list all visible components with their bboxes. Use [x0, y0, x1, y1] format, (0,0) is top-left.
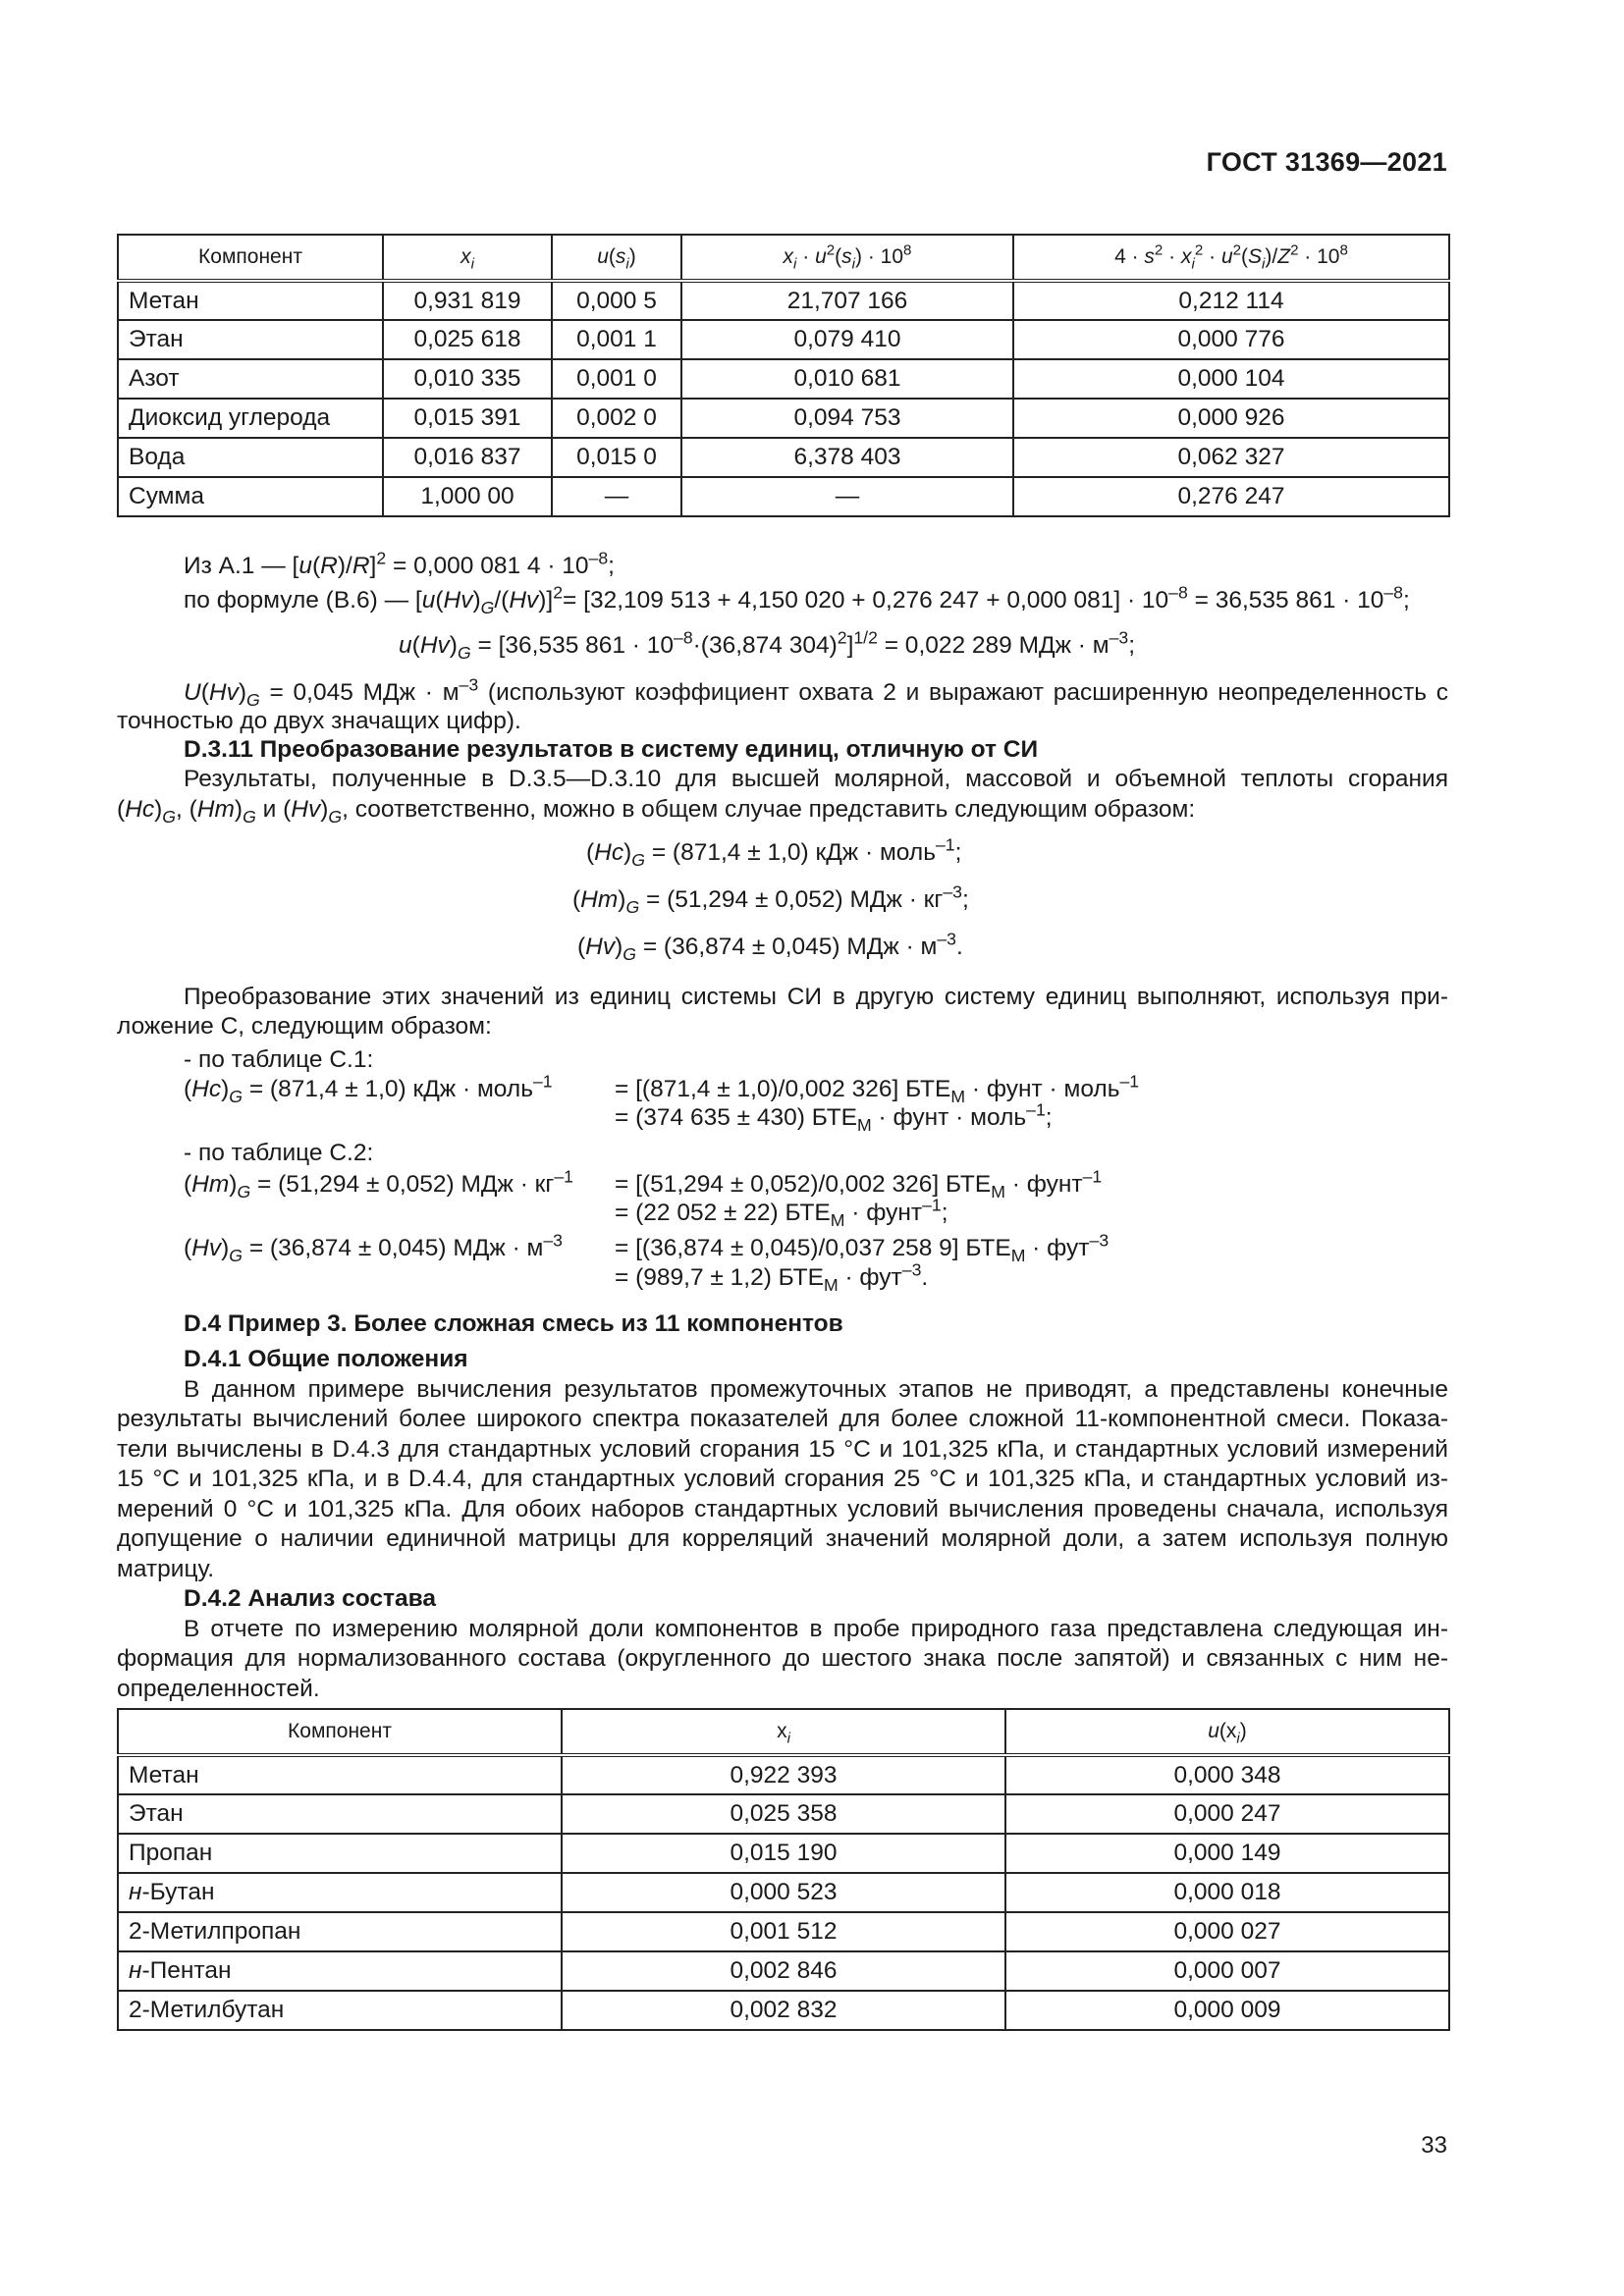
table-cell: 0,015 190 [562, 1834, 1005, 1873]
section-heading-d41: D.4.1 Общие положения [184, 1346, 468, 1372]
table-cell: 0,000 027 [1005, 1912, 1449, 1951]
table-cell: 0,002 0 [552, 399, 681, 438]
paragraph-d41-line6: допущение о наличии единичной матрицы для корреляций значений молярной доли, а затем используя полную [117, 1525, 1448, 1552]
equation-hc: $(Hc)_G = (871,4 \pm 1,0)$ кДж · моль$^{-1}$; [586, 834, 962, 871]
table-cell: 0,000 523 [562, 1873, 1005, 1912]
table-cell: 0,000 018 [1005, 1873, 1449, 1912]
cell-component: Этан [118, 1794, 562, 1834]
table-header-row [118, 1709, 1449, 1755]
table-row [118, 320, 1449, 359]
cell-component: Азот [118, 359, 383, 399]
table-cell: 6,378 403 [681, 438, 1013, 477]
table-cell: 0,010 335 [383, 359, 552, 399]
table-row [118, 399, 1449, 438]
cell-component: Диоксид углерода [118, 399, 383, 438]
col-header-usi: $u(s_i)$ [552, 235, 681, 281]
table-cell: 0,015 391 [383, 399, 552, 438]
paragraph-d42-line3: определенностей. [117, 1676, 320, 1702]
col-header-xi: $x_i$ [383, 235, 552, 281]
conversion-hm-left: $(Hm)_G = (51,294 \pm 0,052)$ МДж · $кг^{-1}$ [184, 1166, 573, 1202]
table-cell: 0,000 009 [1005, 1991, 1449, 2030]
table-cell: 21,707 166 [681, 281, 1013, 320]
cell-component: Вода [118, 438, 383, 477]
table-row [118, 1873, 1449, 1912]
table-cell: 0,000 348 [1005, 1755, 1449, 1794]
table-cell: 0,001 0 [552, 359, 681, 399]
table-cell: 0,010 681 [681, 359, 1013, 399]
cell-component: 2-Метилпропан [118, 1912, 562, 1951]
italic-prefix: н [129, 1879, 142, 1905]
paragraph-d41-line4: 15 °С и 101,325 кПа, и в D.4.4, для стандартных условий сгорания 25 °С и 101,325 кПа, и стандартных условий из- [117, 1466, 1448, 1492]
table-cell: 0,922 393 [562, 1755, 1005, 1794]
conversion-hc-r2: = (374 635 ± 430) $БТЕ_М$ · фунт · моль$^{-1}$; [615, 1099, 1053, 1136]
cell-component: н-Пентан [118, 1951, 562, 1991]
table-row [118, 281, 1449, 320]
conversion-hc-r1: = [(871,4 ± 1,0)/0,002 326] $БТЕ_М$ · фунт · моль$^{-1}$ [615, 1071, 1140, 1107]
table-cell: 0,001 1 [552, 320, 681, 359]
calc-line-3: $u(Hv)_G = [36,535$ $861 \cdot 10^{-8}\cdot(36,874$ 304)$^2$]$^{1/2}$ = 0,022 289 МДж · $м^{-3}$; [399, 627, 1136, 664]
cell-component: Метан [118, 1755, 562, 1794]
italic-prefix: н [129, 1957, 142, 1984]
table-cell: 0,000 926 [1013, 399, 1449, 438]
table-row [118, 438, 1449, 477]
table-cell: — [552, 477, 681, 516]
table-row [118, 1834, 1449, 1873]
col-header-4s2: $4 \cdot s^2 \cdot x_i^2 \cdot u^2(S_i)/Z^2 \cdot 10^8$ [1013, 235, 1449, 281]
cell-component: Этан [118, 320, 383, 359]
col-header-component: Компонент [118, 235, 383, 281]
page-number: 33 [1421, 2132, 1447, 2159]
conversion-hc-left: $(Hc)_G = (871,4 \pm 1,0)$ кДж · моль$^{-1}$ [184, 1071, 553, 1107]
table-cell: 0,025 618 [383, 320, 552, 359]
table-cell: 0,000 007 [1005, 1951, 1449, 1991]
conversion-hv-r1: = [(36,874 ± 0,045)/0,037 258 9] $БТЕ_М \cdot фут^{-3}$ [615, 1230, 1110, 1266]
table-row [118, 1912, 1449, 1951]
cell-component: Пропан [118, 1834, 562, 1873]
section-heading-d4: D.4 Пример 3. Более сложная смесь из 11 компонентов [184, 1310, 843, 1337]
calc-line-1: Из А.1 — $[u(R)/R]^2 = 0,000$ 081 $4 \cdot 10^{-8}$; [184, 548, 615, 579]
paragraph-d41-line3: тели вычислены в D.4.3 для стандартных условий сгорания 15 °С и 101,325 кПа, и стандартных условий измерений [117, 1436, 1448, 1463]
conversion-hv-r2: = (989,7 ± 1,2) $БТЕ_М \cdot фут^{-3}$. [615, 1259, 929, 1296]
uncertainty-table [117, 234, 1450, 517]
table-row [118, 477, 1449, 516]
table-cell: 0,002 832 [562, 1991, 1005, 2030]
calc-line-4: $U(Hv)_G = 0,045$ МДж · $м^{-3}$ (используют коэффициент охвата 2 и выражают расширенную неопределенность с [184, 674, 1448, 711]
cell-component: Метан [118, 281, 383, 320]
paragraph-d42-line2: формация для нормализованного состава (округленного до шестого знака после запятой) и связанных с ним не- [117, 1645, 1448, 1672]
col-header-component: Компонент [118, 1709, 562, 1755]
conversion-hm-r2: = (22 052 ± 22) $БТЕ_М$ · фунт$^{-1}$; [615, 1195, 948, 1231]
table-cell: 0,000 149 [1005, 1834, 1449, 1873]
table-cell: 0,002 846 [562, 1951, 1005, 1991]
calc-line-2: по формуле (В.6) — $[u(Hv)_G/(Hv)]^2= [32,109$ 513 + 4,150 020 + 0,276 247 + 0,000 $081] \cdot 10^{-8} = 36,535$ $861 \cdot 10^{-8}$; [184, 582, 1410, 618]
paragraph-d311-line1: Результаты, полученные в D.3.5—D.3.10 для высшей молярной, массовой и объемной теплоты сгорания [184, 766, 1448, 792]
paragraph-d41-line7: матрицу. [117, 1556, 215, 1582]
table-cell: 0,025 358 [562, 1794, 1005, 1834]
table-row [118, 1991, 1449, 2030]
section-heading-d42: D.4.2 Анализ состава [184, 1585, 436, 1612]
col-header-xi-u2: $x_i \cdot u^2(s_i) \cdot 10^8$ [681, 235, 1013, 281]
table-cell: 0,001 512 [562, 1912, 1005, 1951]
cell-component: Сумма [118, 477, 383, 516]
equation-hv: $(Hv)_G = (36,874 \pm 0,045)$ МДж · $м^{-3}$. [577, 929, 963, 965]
table-cell: 0,000 776 [1013, 320, 1449, 359]
table-cell: 0,016 837 [383, 438, 552, 477]
table-cell: 0,212 114 [1013, 281, 1449, 320]
cell-component: 2-Метилбутан [118, 1991, 562, 2030]
paragraph-d41-line1: В данном примере вычисления результатов промежуточных этапов не приводят, а представлены конечные [184, 1376, 1448, 1403]
col-header-xi: $x_i$ [562, 1709, 1005, 1755]
by-table-c2: - по таблице С.2: [184, 1140, 374, 1166]
cell-component: н-Бутан [118, 1873, 562, 1912]
table-row [118, 1951, 1449, 1991]
table-cell: — [681, 477, 1013, 516]
table-cell: 1,000 00 [383, 477, 552, 516]
document-header: ГОСТ 31369—2021 [1206, 147, 1447, 177]
table-cell: 0,000 5 [552, 281, 681, 320]
table-cell: 0,015 0 [552, 438, 681, 477]
paragraph-d41-line5: мерений 0 °С и 101,325 кПа. Для обоих наборов стандартных условий вычисления проведены сначала, используя [117, 1496, 1448, 1522]
table-cell: 0,000 247 [1005, 1794, 1449, 1834]
calc-line-4-cont: точностью до двух значащих цифр). [117, 708, 521, 734]
equation-hm: $(Hm)_G = (51,294 \pm 0,052)$ МДж · $кг^{-3}$; [572, 881, 969, 918]
table-cell: 0,931 819 [383, 281, 552, 320]
table-cell: 0,079 410 [681, 320, 1013, 359]
conversion-hv-left: $(Hv)_G = (36,874 \pm 0,045)$ МДж · $м^{-3}$ [184, 1230, 563, 1266]
conversion-hm-r1: = [(51,294 ± 0,052)/0,002 326] $БТЕ_М$ · фунт$^{-1}$ [615, 1166, 1103, 1202]
table-cell: 0,276 247 [1013, 477, 1449, 516]
table-cell: 0,094 753 [681, 399, 1013, 438]
table-row [118, 1794, 1449, 1834]
table-row [118, 359, 1449, 399]
paragraph-conversion-line1: Преобразование этих значений из единиц системы СИ в другую систему единиц выполняют, используя при- [184, 984, 1448, 1010]
paragraph-d41-line2: результаты вычислений более широкого спектра показателей для более сложной 11-компонентной смеси. Показа- [117, 1406, 1448, 1432]
table-row [118, 1755, 1449, 1794]
table-header-row [118, 235, 1449, 281]
col-header-uxi: $u(x_i)$ [1005, 1709, 1449, 1755]
table-cell: 0,000 104 [1013, 359, 1449, 399]
paragraph-d311-line2: $(Hc)_G$, $(Hm)_G$ и $(Hv)_G$, соответственно, можно в общем случае представить следующим образом: [117, 796, 1196, 828]
by-table-c1: - по таблице С.1: [184, 1046, 374, 1073]
section-heading-d311: D.3.11 Преобразование результатов в систему единиц, отличную от СИ [184, 736, 1039, 763]
composition-table [117, 1708, 1450, 2031]
table-cell: 0,062 327 [1013, 438, 1449, 477]
paragraph-conversion-line2: ложение С, следующим образом: [117, 1013, 492, 1040]
paragraph-d42-line1: В отчете по измерению молярной доли компонентов в пробе природного газа представлена следующая ин- [184, 1616, 1448, 1642]
